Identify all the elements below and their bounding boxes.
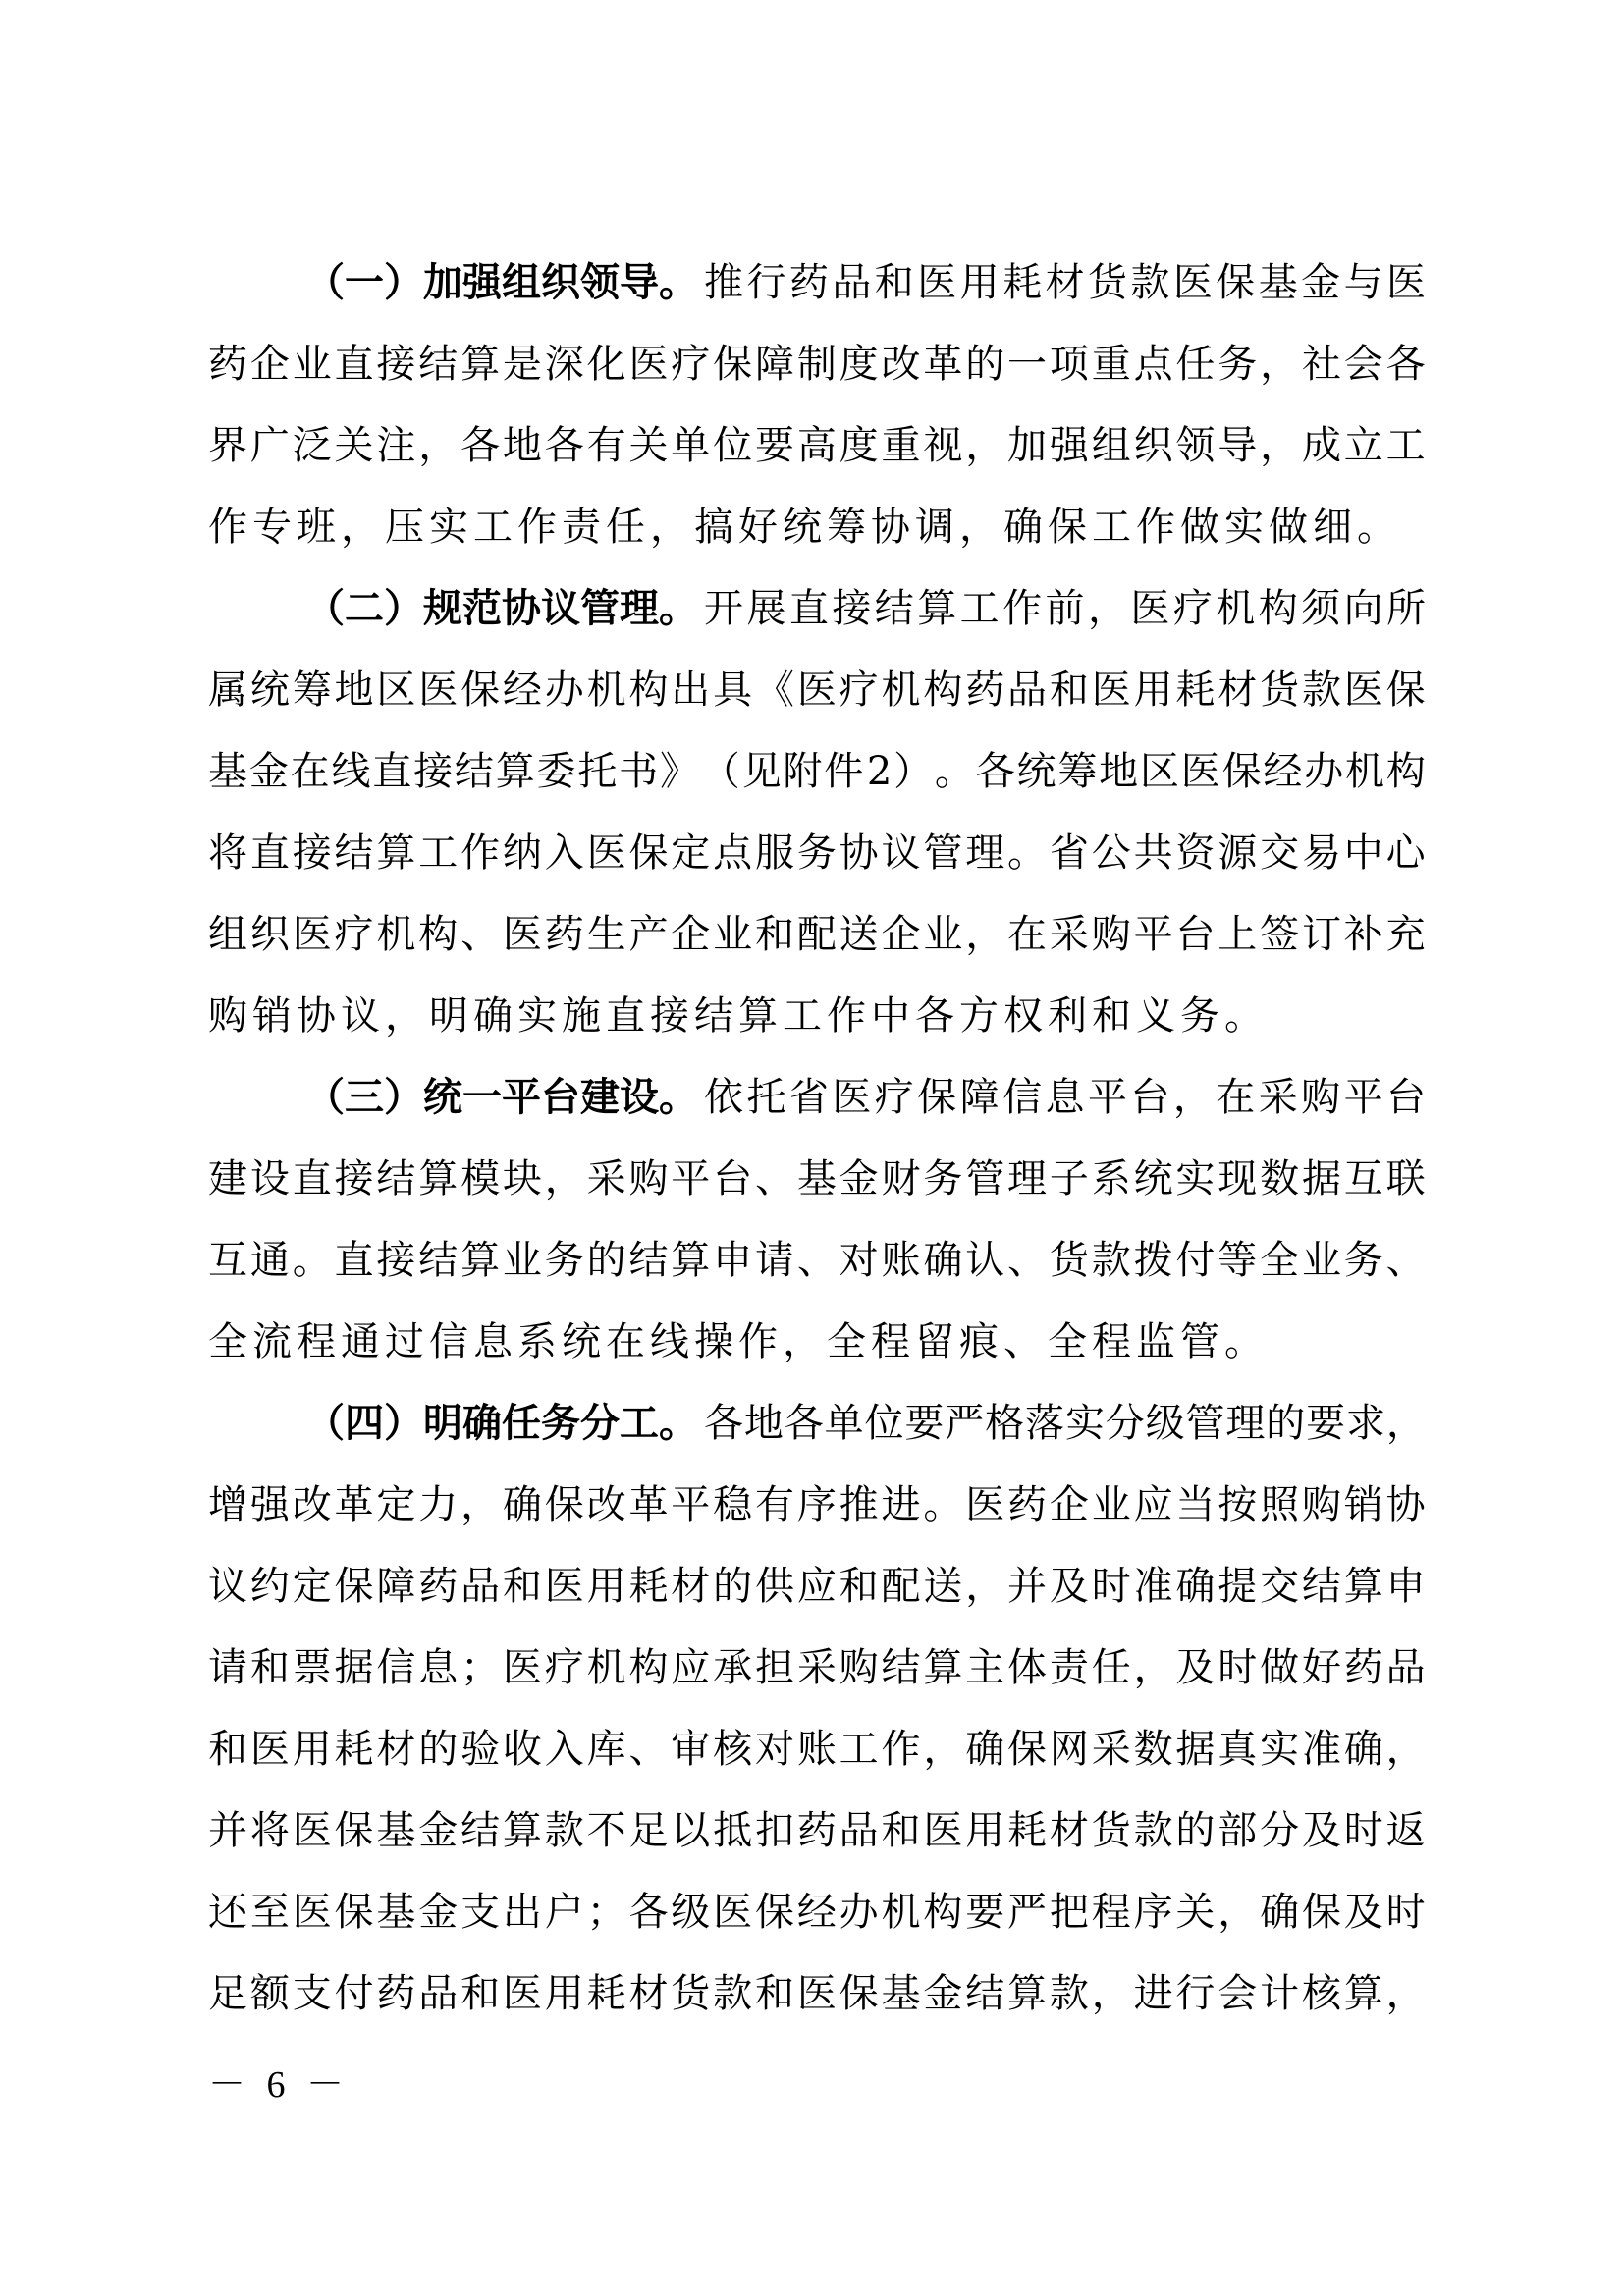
paragraph-1-line-4: 作专班，压实工作责任，搞好统筹协调，确保工作做实做细。 (208, 505, 1401, 550)
paragraph-2-line-5: 组 织 医 疗 机 构 、 医 药 生 产 企 业 和 配 送 企 业 ， 在 采 购 平 台 上 签 订 补 充 (208, 912, 1426, 957)
paragraph-4-line-5: 和 医 用 耗 材 的 验 收 入 库 、 审 核 对 账 工 作 ， 确 保 网 采 数 据 真 实 准 确 ， (208, 1727, 1426, 1772)
paragraph-4-text: 各 地 各 单 位 要 严 格 落 实 分 级 管 理 的 要 求 ， (704, 1401, 1426, 1446)
paragraph-1-line-3: 界 广 泛 关 注 ， 各 地 各 有 关 单 位 要 高 度 重 视 ， 加 强 组 织 领 导 ， 成 立 工 (208, 423, 1426, 468)
paragraph-2-line-3: 基 金 在 线 直 接 结 算 委 托 书 》 （ 见 附 件 2 ） 。 各 统 筹 地 区 医 保 经 办 机 构 (208, 749, 1426, 794)
paragraph-2-text: 开 展 直 接 结 算 工 作 前 ， 医 疗 机 构 须 向 所 (704, 586, 1426, 631)
paragraph-1-line-2: 药 企 业 直 接 结 算 是 深 化 医 疗 保 障 制 度 改 革 的 一 项 重 点 任 务 ， 社 会 各 (208, 342, 1426, 387)
paragraph-2-line-1 (208, 568, 1426, 650)
paragraph-4-line-1 (208, 1383, 1426, 1465)
paragraph-4-line-3: 议 约 定 保 障 药 品 和 医 用 耗 材 的 供 应 和 配 送 ， 并 及 时 准 确 提 交 结 算 申 (208, 1564, 1426, 1609)
paragraph-3-line-1 (208, 1057, 1426, 1139)
paragraph-4-line-7: 还 至 医 保 基 金 支 出 户 ； 各 级 医 保 经 办 机 构 要 严 把 程 序 关 ， 确 保 及 时 (208, 1890, 1426, 1935)
paragraph-1-line-1 (208, 242, 1426, 324)
paragraph-2-line-6: 购销协议，明确实施直接结算工作中各方权利和义务。 (208, 993, 1269, 1039)
paragraph-4-heading: （四）明确任务分工。 (305, 1401, 698, 1446)
paragraph-2-line-4: 将 直 接 结 算 工 作 纳 入 医 保 定 点 服 务 协 议 管 理 。 省 公 共 资 源 交 易 中 心 (208, 830, 1426, 876)
page-number: － 6 － (208, 2064, 351, 2106)
paragraph-4-line-6: 并 将 医 保 基 金 结 算 款 不 足 以 抵 扣 药 品 和 医 用 耗 材 货 款 的 部 分 及 时 返 (208, 1808, 1426, 1853)
paragraph-4-line-8: 足 额 支 付 药 品 和 医 用 耗 材 货 款 和 医 保 基 金 结 算 款 ， 进 行 会 计 核 算 ， (208, 1971, 1426, 2016)
paragraph-3-line-4: 全流程通过信息系统在线操作，全程留痕、全程监管。 (208, 1319, 1269, 1364)
paragraph-3-line-3: 互 通 。 直 接 结 算 业 务 的 结 算 申 请 、 对 账 确 认 、 货 款 拨 付 等 全 业 务 、 (208, 1238, 1426, 1283)
paragraph-1-text: 推 行 药 品 和 医 用 耗 材 货 款 医 保 基 金 与 医 (704, 260, 1426, 305)
paragraph-3-heading: （三）统一平台建设。 (305, 1075, 698, 1120)
paragraph-3-line-2: 建 设 直 接 结 算 模 块 ， 采 购 平 台 、 基 金 财 务 管 理 子 系 统 实 现 数 据 互 联 (208, 1156, 1426, 1201)
paragraph-1-heading: （一）加强组织领导。 (305, 260, 698, 305)
paragraph-2-heading: （二）规范协议管理。 (305, 586, 698, 631)
paragraph-2-line-2: 属 统 筹 地 区 医 保 经 办 机 构 出 具 《 医 疗 机 构 药 品 和 医 用 耗 材 货 款 医 保 (208, 667, 1426, 713)
paragraph-4-line-4: 请 和 票 据 信 息 ； 医 疗 机 构 应 承 担 采 购 结 算 主 体 责 任 ， 及 时 做 好 药 品 (208, 1645, 1426, 1690)
paragraph-4-line-2: 增 强 改 革 定 力 ， 确 保 改 革 平 稳 有 序 推 进 。 医 药 企 业 应 当 按 照 购 销 协 (208, 1482, 1426, 1527)
document-body (208, 242, 1426, 2035)
paragraph-3-text: 依 托 省 医 疗 保 障 信 息 平 台 ， 在 采 购 平 台 (704, 1075, 1426, 1120)
